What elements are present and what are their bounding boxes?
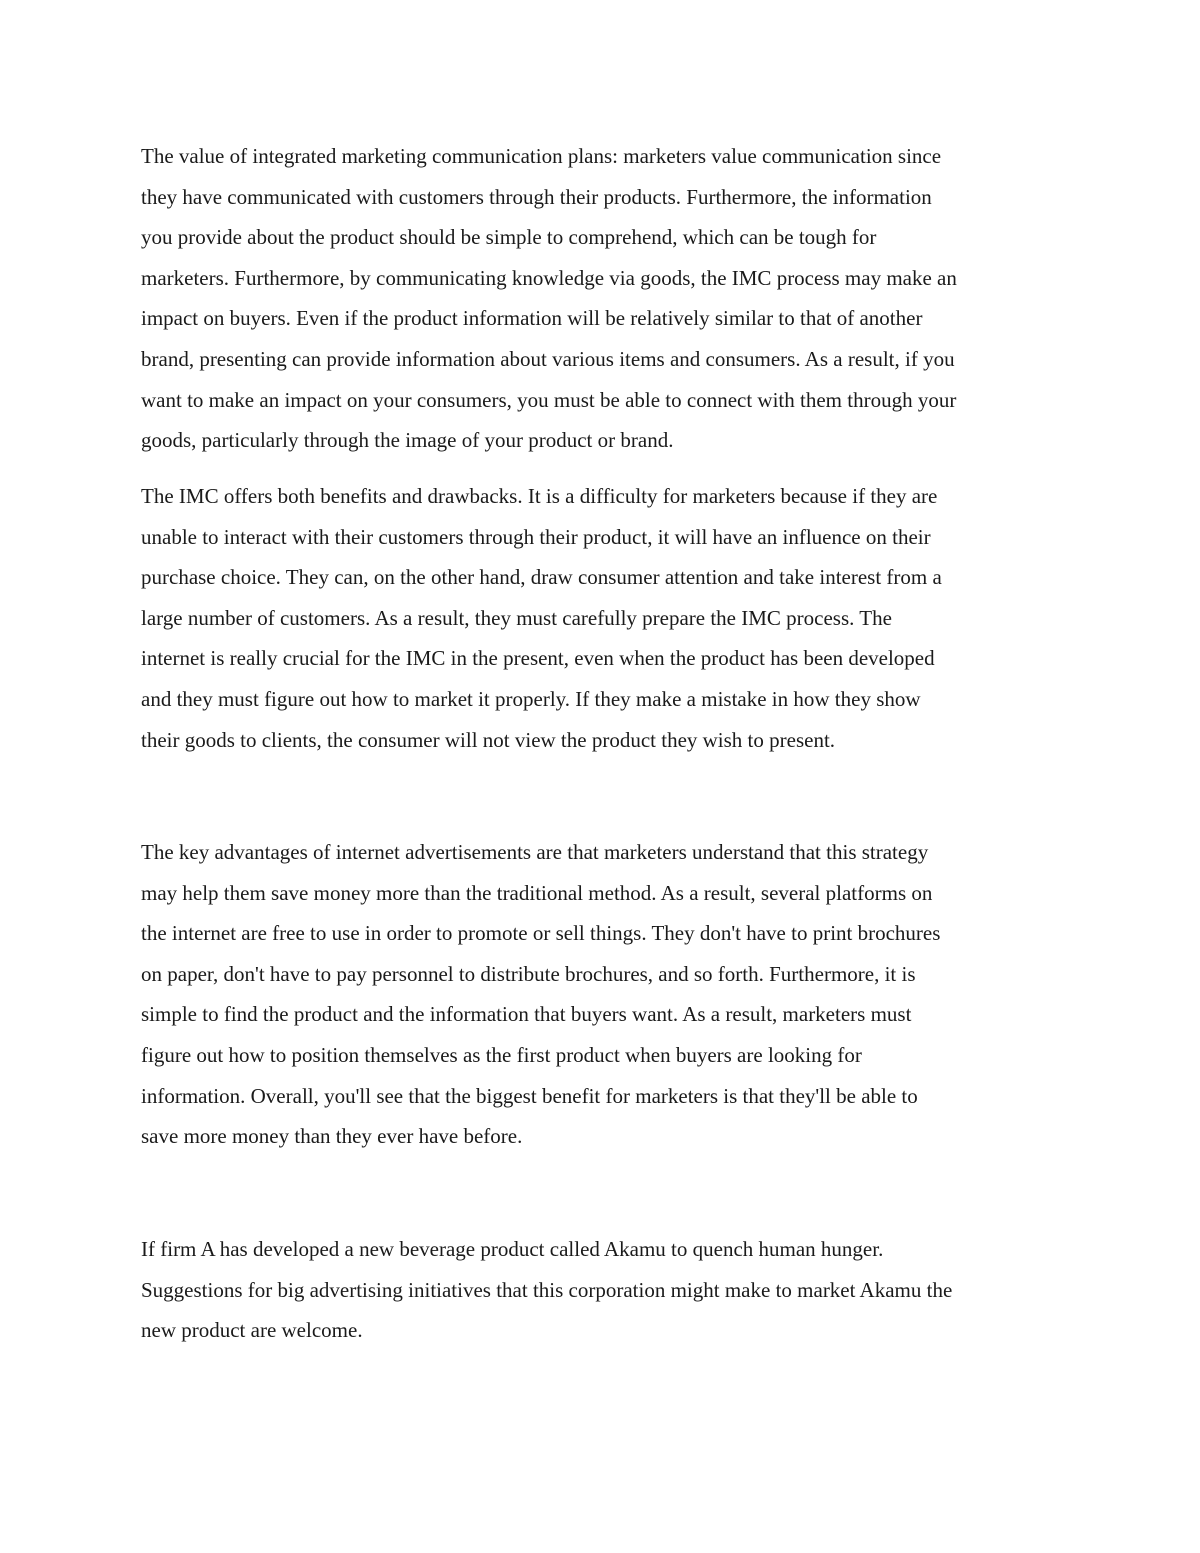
text-line: new product are welcome. xyxy=(141,1318,363,1343)
text-line: information. Overall, you'll see that the biggest benefit for marketers is that they'll be able to xyxy=(141,1083,918,1108)
text-line: and they must figure out how to market it properly. If they make a mistake in how they show xyxy=(141,686,921,711)
text-line: goods, particularly through the image of your product or brand. xyxy=(141,428,674,453)
text-line: The key advantages of internet advertisements are that marketers understand that this strategy xyxy=(141,840,929,864)
text-line: marketers. Furthermore, by communicating knowledge via goods, the IMC process may make an xyxy=(141,265,957,290)
text-line: on paper, don't have to pay personnel to distribute brochures, and so forth. Furthermore, it is xyxy=(141,961,916,986)
text-line: brand, presenting can provide information about various items and consumers. As a result, if you xyxy=(141,346,955,371)
paragraph-imc-value xyxy=(141,136,1071,461)
text-line: internet is really crucial for the IMC in the present, even when the product has been developed xyxy=(141,646,935,671)
paragraph-internet-advertising xyxy=(141,832,1071,1157)
text-line: The value of integrated marketing communication plans: marketers value communication since xyxy=(141,144,942,168)
text-line: save more money than they ever have before. xyxy=(141,1124,523,1149)
text-line: the internet are free to use in order to promote or sell things. They don't have to print brochures xyxy=(141,921,941,946)
text-line: unable to interact with their customers through their product, it will have an influence on their xyxy=(141,524,931,549)
text-line: may help them save money more than the traditional method. As a result, several platforms on xyxy=(141,880,933,905)
text-line: purchase choice. They can, on the other hand, draw consumer attention and take interest from a xyxy=(141,565,942,590)
text-line: simple to find the product and the information that buyers want. As a result, marketers must xyxy=(141,1002,912,1027)
text-line: Suggestions for big advertising initiatives that this corporation might make to market Akamu the xyxy=(141,1277,953,1302)
text-line: If firm A has developed a new beverage product called Akamu to quench human hunger. xyxy=(141,1237,884,1261)
text-line: want to make an impact on your consumers, you must be able to connect with them through your xyxy=(141,387,957,412)
text-line: large number of customers. As a result, they must carefully prepare the IMC process. The xyxy=(141,605,892,630)
text-line: you provide about the product should be simple to comprehend, which can be tough for xyxy=(141,225,877,250)
text-line: they have communicated with customers through their products. Furthermore, the information xyxy=(141,184,932,209)
paragraph-akamu-question xyxy=(141,1229,1071,1351)
text-line: their goods to clients, the consumer will not view the product they wish to present. xyxy=(141,727,836,752)
text-line: figure out how to position themselves as the first product when buyers are looking for xyxy=(141,1042,862,1067)
text-line: The IMC offers both benefits and drawbacks. It is a difficulty for marketers because if they are xyxy=(141,484,938,508)
text-line: impact on buyers. Even if the product information will be relatively similar to that of another xyxy=(141,306,923,331)
paragraph-imc-benefits-drawbacks xyxy=(141,476,1071,760)
